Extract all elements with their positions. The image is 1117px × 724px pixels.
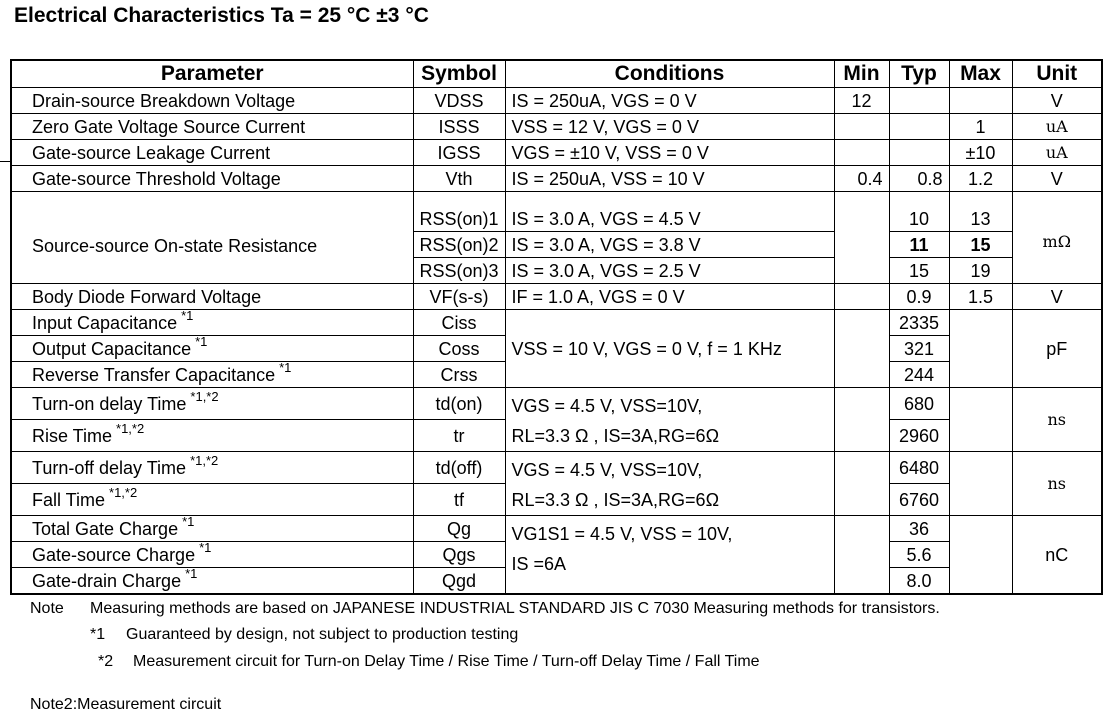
param-cell: [11, 452, 413, 484]
symbol-cell: RSS(on)2: [413, 232, 505, 258]
condition-cell: IS = 250uA, VSS = 10 V: [505, 166, 834, 192]
condition-line-2: RL=3.3 Ω , IS=3A,RG=6Ω: [511, 490, 720, 510]
param-label: Input Capacitance: [32, 312, 178, 333]
symbol-cell: tf: [413, 484, 505, 516]
condition-cell: VSS = 12 V, VGS = 0 V: [505, 114, 834, 140]
max-cell: [949, 516, 1012, 595]
param-cell: [11, 484, 413, 516]
max-cell: 1: [949, 114, 1012, 140]
footnote-mark: *1,*2: [109, 484, 138, 500]
typ-cell: [889, 114, 949, 140]
symbol-cell: td(off): [413, 452, 505, 484]
symbol-cell: Crss: [413, 362, 505, 388]
param-cell: [11, 359, 413, 388]
param-label: Turn-off delay Time: [32, 457, 187, 478]
table-row: [11, 452, 1102, 484]
typ-cell: 0.8: [889, 166, 949, 192]
typ-cell: 6760: [889, 484, 949, 516]
param-cell: Gate-source Leakage Current: [11, 140, 413, 166]
symbol-cell: RSS(on)1: [413, 192, 505, 232]
condition-cell: IS = 250uA, VGS = 0 V: [505, 88, 834, 114]
param-cell: Gate-source Threshold Voltage: [11, 166, 413, 192]
typ-cell: [889, 140, 949, 166]
footnote-mark: *1: [195, 333, 208, 349]
condition-cell: [505, 388, 834, 452]
condition-cell: [505, 516, 834, 595]
table-row: [11, 192, 1102, 232]
footnote-1-mark: *1: [90, 626, 106, 643]
symbol-cell: Coss: [413, 336, 505, 362]
unit-cell: ns: [1012, 388, 1102, 452]
footnote-2-text: Measurement circuit for Turn-on Delay Time / Rise Time / Turn-off Delay Time / Fall Time: [133, 653, 760, 670]
min-cell: [834, 516, 889, 595]
footnote-mark: *1: [279, 359, 292, 375]
header-min: Min: [834, 60, 889, 88]
condition-line-1: VG1S1 = 4.5 V, VSS = 10V,: [511, 524, 733, 544]
symbol-cell: td(on): [413, 388, 505, 420]
header-row: [11, 60, 1102, 88]
param-cell: [11, 388, 413, 420]
page-title: Electrical Characteristics Ta = 25 °C ±3 °C: [14, 4, 429, 27]
condition-line-2: IS =6A: [511, 554, 567, 574]
typ-cell: 11: [889, 232, 949, 258]
symbol-cell: Qgd: [413, 568, 505, 595]
footnote-mark: *1,*2: [190, 388, 219, 404]
symbol-cell: Qg: [413, 516, 505, 542]
symbol-cell: Vth: [413, 166, 505, 192]
typ-cell: 2335: [889, 310, 949, 336]
typ-cell: [889, 88, 949, 114]
param-cell: Body Diode Forward Voltage: [11, 284, 413, 310]
typ-cell: 15: [889, 258, 949, 284]
typ-cell: 680: [889, 388, 949, 420]
typ-cell: 244: [889, 362, 949, 388]
typ-cell: 6480: [889, 452, 949, 484]
param-label: Gate-drain Charge: [32, 570, 182, 591]
table-row: [11, 516, 1102, 542]
header-typ: Typ: [889, 60, 949, 88]
header-unit: Unit: [1012, 60, 1102, 88]
typ-cell: 36: [889, 516, 949, 542]
typ-cell: 321: [889, 336, 949, 362]
param-label: Fall Time: [32, 489, 106, 510]
typ-cell: 2960: [889, 420, 949, 452]
param-cell: [11, 513, 413, 542]
param-label: Gate-source Charge: [32, 544, 196, 565]
footnote-mark: *1,*2: [190, 452, 219, 468]
header-symbol: Symbol: [413, 60, 505, 88]
symbol-cell: VDSS: [413, 88, 505, 114]
condition-cell: VSS = 10 V, VGS = 0 V, f = 1 KHz: [505, 310, 834, 388]
header-max: Max: [949, 60, 1012, 88]
param-label: Output Capacitance: [32, 338, 192, 359]
table-row: [11, 140, 1102, 166]
max-cell: 19: [949, 258, 1012, 284]
unit-cell: nC: [1012, 516, 1102, 595]
note-label: Note: [30, 600, 64, 617]
header-parameter: Parameter: [11, 60, 413, 88]
symbol-cell: Qgs: [413, 542, 505, 568]
max-cell: 1.2: [949, 166, 1012, 192]
footnote-mark: *1,*2: [116, 420, 145, 436]
symbol-cell: IGSS: [413, 140, 505, 166]
min-cell: [834, 140, 889, 166]
max-cell: [949, 388, 1012, 452]
header-conditions: Conditions: [505, 60, 834, 88]
max-cell: [949, 310, 1012, 388]
condition-cell: VGS = ±10 V, VSS = 0 V: [505, 140, 834, 166]
table-row: [11, 114, 1102, 140]
min-cell: 12: [834, 88, 889, 114]
condition-cell: IF = 1.0 A, VGS = 0 V: [505, 284, 834, 310]
footnote-mark: *1: [181, 307, 194, 323]
condition-cell: IS = 3.0 A, VGS = 3.8 V: [505, 232, 834, 258]
param-label: Rise Time: [32, 425, 113, 446]
param-cell: Source-source On-state Resistance: [11, 192, 413, 284]
symbol-cell: VF(s-s): [413, 284, 505, 310]
symbol-cell: Ciss: [413, 310, 505, 336]
param-cell: [11, 307, 413, 336]
footnote-1-text: Guaranteed by design, not subject to production testing: [126, 626, 519, 643]
min-cell: [834, 452, 889, 516]
table-row: [11, 166, 1102, 192]
param-cell: [11, 565, 413, 595]
param-label: Total Gate Charge: [32, 518, 179, 539]
typ-cell: 5.6: [889, 542, 949, 568]
footnote-mark: *1: [182, 513, 195, 529]
electrical-characteristics-table: [10, 59, 1103, 595]
symbol-cell: RSS(on)3: [413, 258, 505, 284]
param-label: Reverse Transfer Capacitance: [32, 364, 276, 385]
symbol-cell: tr: [413, 420, 505, 452]
footnote-mark: *1: [199, 539, 212, 555]
condition-cell: IS = 3.0 A, VGS = 4.5 V: [505, 192, 834, 232]
param-cell: Zero Gate Voltage Source Current: [11, 114, 413, 140]
condition-line-1: VGS = 4.5 V, VSS=10V,: [511, 460, 703, 480]
condition-cell: IS = 3.0 A, VGS = 2.5 V: [505, 258, 834, 284]
max-cell: [949, 452, 1012, 516]
min-cell: 0.4: [834, 166, 889, 192]
param-cell: [11, 539, 413, 568]
unit-cell: pF: [1012, 310, 1102, 388]
condition-cell: [505, 452, 834, 516]
min-cell: [834, 388, 889, 452]
typ-cell: 10: [889, 192, 949, 232]
table-row: [11, 388, 1102, 420]
max-cell: 15: [949, 232, 1012, 258]
max-cell: 1.5: [949, 284, 1012, 310]
param-cell: [11, 420, 413, 452]
min-cell: [834, 192, 889, 284]
min-cell: [834, 284, 889, 310]
unit-cell: ns: [1012, 452, 1102, 516]
condition-line-2: RL=3.3 Ω , IS=3A,RG=6Ω: [511, 426, 720, 446]
max-cell: ±10: [949, 140, 1012, 166]
unit-cell: mΩ: [1012, 192, 1102, 284]
param-cell: [11, 333, 413, 362]
max-cell: [949, 88, 1012, 114]
max-cell: 13: [949, 192, 1012, 232]
table-row: [11, 310, 1102, 336]
min-cell: [834, 310, 889, 388]
symbol-cell: ISSS: [413, 114, 505, 140]
unit-cell: V: [1012, 284, 1102, 310]
min-cell: [834, 114, 889, 140]
unit-cell: uA: [1012, 114, 1102, 140]
param-label: Turn-on delay Time: [32, 393, 187, 414]
unit-cell: uA: [1012, 140, 1102, 166]
note2-heading: Note2:Measurement circuit: [30, 696, 222, 713]
footnote-mark: *1: [185, 565, 198, 581]
footnote-2-mark: *2: [98, 653, 114, 670]
note-text: Measuring methods are based on JAPANESE INDUSTRIAL STANDARD JIS C 7030 Measuring methods for transistors.: [90, 600, 940, 617]
typ-cell: 0.9: [889, 284, 949, 310]
typ-cell: 8.0: [889, 568, 949, 595]
table-row: [11, 284, 1102, 310]
param-cell: Drain-source Breakdown Voltage: [11, 88, 413, 114]
unit-cell: V: [1012, 166, 1102, 192]
condition-line-1: VGS = 4.5 V, VSS=10V,: [511, 396, 703, 416]
unit-cell: V: [1012, 88, 1102, 114]
table-row: [11, 88, 1102, 114]
